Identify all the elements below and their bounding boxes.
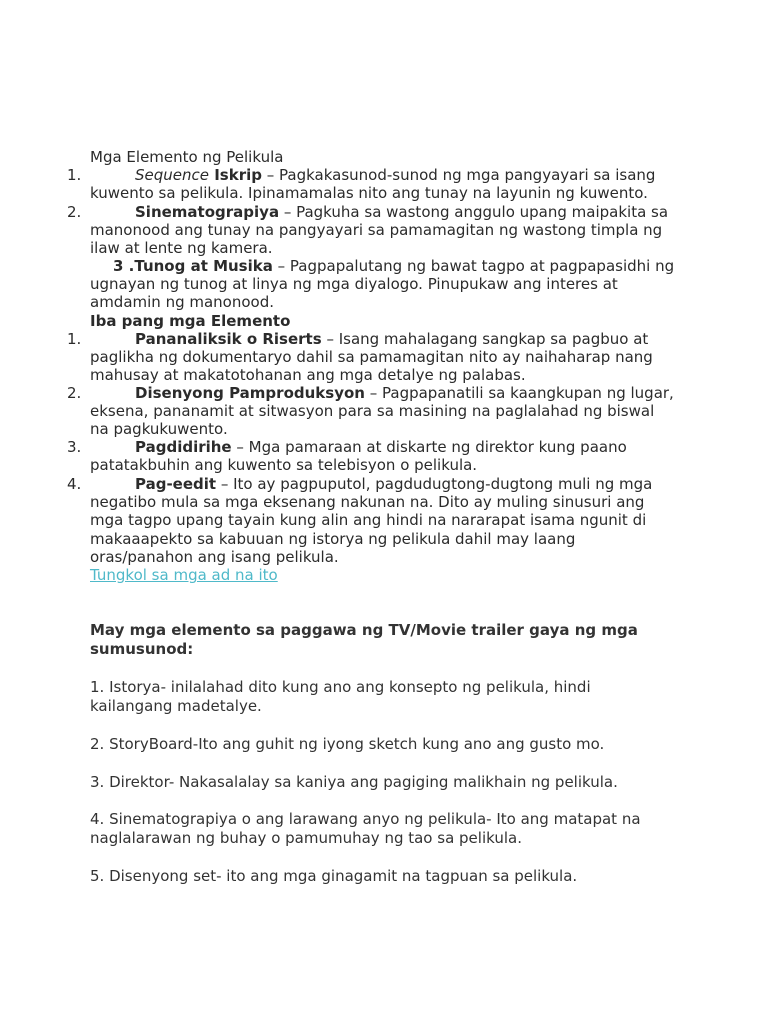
description-line: ilaw at lente ng kamera. bbox=[90, 239, 273, 258]
term: Sinematograpiya bbox=[135, 203, 280, 221]
list-item bbox=[90, 475, 690, 566]
term: Pagdidirihe bbox=[135, 438, 232, 456]
item-line: 1. Istorya- inilalahad dito kung ano ang konsepto ng pelikula, hindi bbox=[90, 678, 591, 696]
description-line: paglikha ng dokumentaryo dahil sa pamamagitan nito ay naihaharap nang bbox=[90, 348, 653, 367]
description: – Pagkuha sa wastong anggulo upang maipakita sa bbox=[279, 203, 669, 221]
list-item bbox=[90, 735, 690, 754]
description-line: oras/panahon ang isang pelikula. bbox=[90, 547, 339, 566]
item-line: 4. Sinematograpiya o ang larawang anyo ng pelikula- Ito ang matapat na bbox=[90, 810, 641, 828]
description: – Pagpapanatili sa kaangkupan ng lugar, bbox=[364, 384, 674, 402]
list-item bbox=[90, 438, 690, 474]
list-item bbox=[90, 257, 690, 312]
description: – Isang mahalagang sangkap sa pagbuo at bbox=[321, 330, 649, 348]
description: – Pagkakasunod-sunod ng mga pangyayari sa isang bbox=[261, 166, 656, 184]
term: Pag-eedit bbox=[135, 475, 217, 493]
item-line: naglalarawan ng buhay o pamumuhay ng tao sa pelikula. bbox=[90, 829, 522, 847]
description-line: mahusay at makatotohanan ang mga detalye ng palabas. bbox=[90, 366, 526, 385]
description-line: manonood ang tunay na pangyayari sa pamamagitan ng wastong timpla ng bbox=[90, 221, 663, 240]
list-item bbox=[90, 678, 690, 716]
description-line: ugnayan ng tunog at linya ng mga diyalogo. Pinupukaw ang interes at bbox=[90, 275, 618, 294]
description-line: na pagkukuwento. bbox=[90, 420, 228, 439]
term: Iskrip bbox=[209, 166, 262, 184]
list-item bbox=[90, 166, 690, 202]
item-line: kailangang madetalye. bbox=[90, 697, 262, 715]
list-number: 2. bbox=[67, 203, 82, 221]
list-item bbox=[90, 810, 690, 848]
term: Pananaliksik o Riserts bbox=[135, 330, 322, 348]
description-line: kuwento sa pelikula. Ipinamamalas nito ang tunay na layunin ng kuwento. bbox=[90, 184, 648, 203]
description-line: eksena, pananamit at sitwasyon para sa masining na paglalahad ng biswal bbox=[90, 402, 655, 421]
list-item bbox=[90, 203, 690, 258]
list-item bbox=[90, 867, 690, 886]
list-number: 2. bbox=[67, 384, 82, 402]
term-italic: Sequence bbox=[135, 166, 209, 184]
list-item bbox=[90, 330, 690, 385]
list-number: 4. bbox=[67, 475, 82, 493]
description: – Mga pamaraan at diskarte ng direktor kung paano bbox=[231, 438, 627, 456]
heading-text: Iba pang mga Elemento bbox=[90, 312, 291, 330]
list-item bbox=[90, 384, 690, 439]
list-number: 3 . bbox=[113, 257, 135, 275]
list-number: 1. bbox=[67, 166, 82, 184]
description: – Ito ay pagpuputol, pagdudugtong-dugtong muli ng mga bbox=[216, 475, 653, 493]
heading-text: Mga Elemento ng Pelikula bbox=[90, 148, 284, 166]
item-line: 2. StoryBoard-Ito ang guhit ng iyong sketch kung ano ang gusto mo. bbox=[90, 735, 605, 753]
description: – Pagpapalutang ng bawat tagpo at pagpapasidhi ng bbox=[272, 257, 675, 275]
section-heading bbox=[90, 312, 690, 330]
description-line: mga tagpo upang tayain kung alin ang hindi na nararapat isama ngunit di bbox=[90, 511, 647, 530]
term: Disenyong Pamproduksyon bbox=[135, 384, 365, 402]
description-line: amdamin ng manonood. bbox=[90, 293, 275, 312]
list-number: 3. bbox=[67, 438, 82, 456]
term: Tunog at Musika bbox=[134, 257, 273, 275]
trailer-intro bbox=[90, 621, 690, 659]
ad-link-container bbox=[90, 566, 690, 584]
intro-line: sumusunod: bbox=[90, 640, 194, 658]
intro-line: May mga elemento sa paggawa ng TV/Movie trailer gaya ng mga bbox=[90, 621, 638, 639]
about-ads-link[interactable]: Tungkol sa mga ad na ito bbox=[90, 566, 278, 584]
description-line: makaaapekto sa kabuuan ng istorya ng pelikula dahil may laang bbox=[90, 529, 576, 548]
list-number: 1. bbox=[67, 330, 82, 348]
description-line: negatibo mula sa mga eksenang nakunan na. Dito ay muling sinusuri ang bbox=[90, 493, 645, 512]
list-item bbox=[90, 773, 690, 792]
item-line: 5. Disenyong set- ito ang mga ginagamit na tagpuan sa pelikula. bbox=[90, 867, 578, 885]
description-line: patatakbuhin ang kuwento sa telebisyon o pelikula. bbox=[90, 456, 478, 475]
section-heading bbox=[90, 148, 690, 166]
item-line: 3. Direktor- Nakasalalay sa kaniya ang pagiging malikhain ng pelikula. bbox=[90, 773, 618, 791]
